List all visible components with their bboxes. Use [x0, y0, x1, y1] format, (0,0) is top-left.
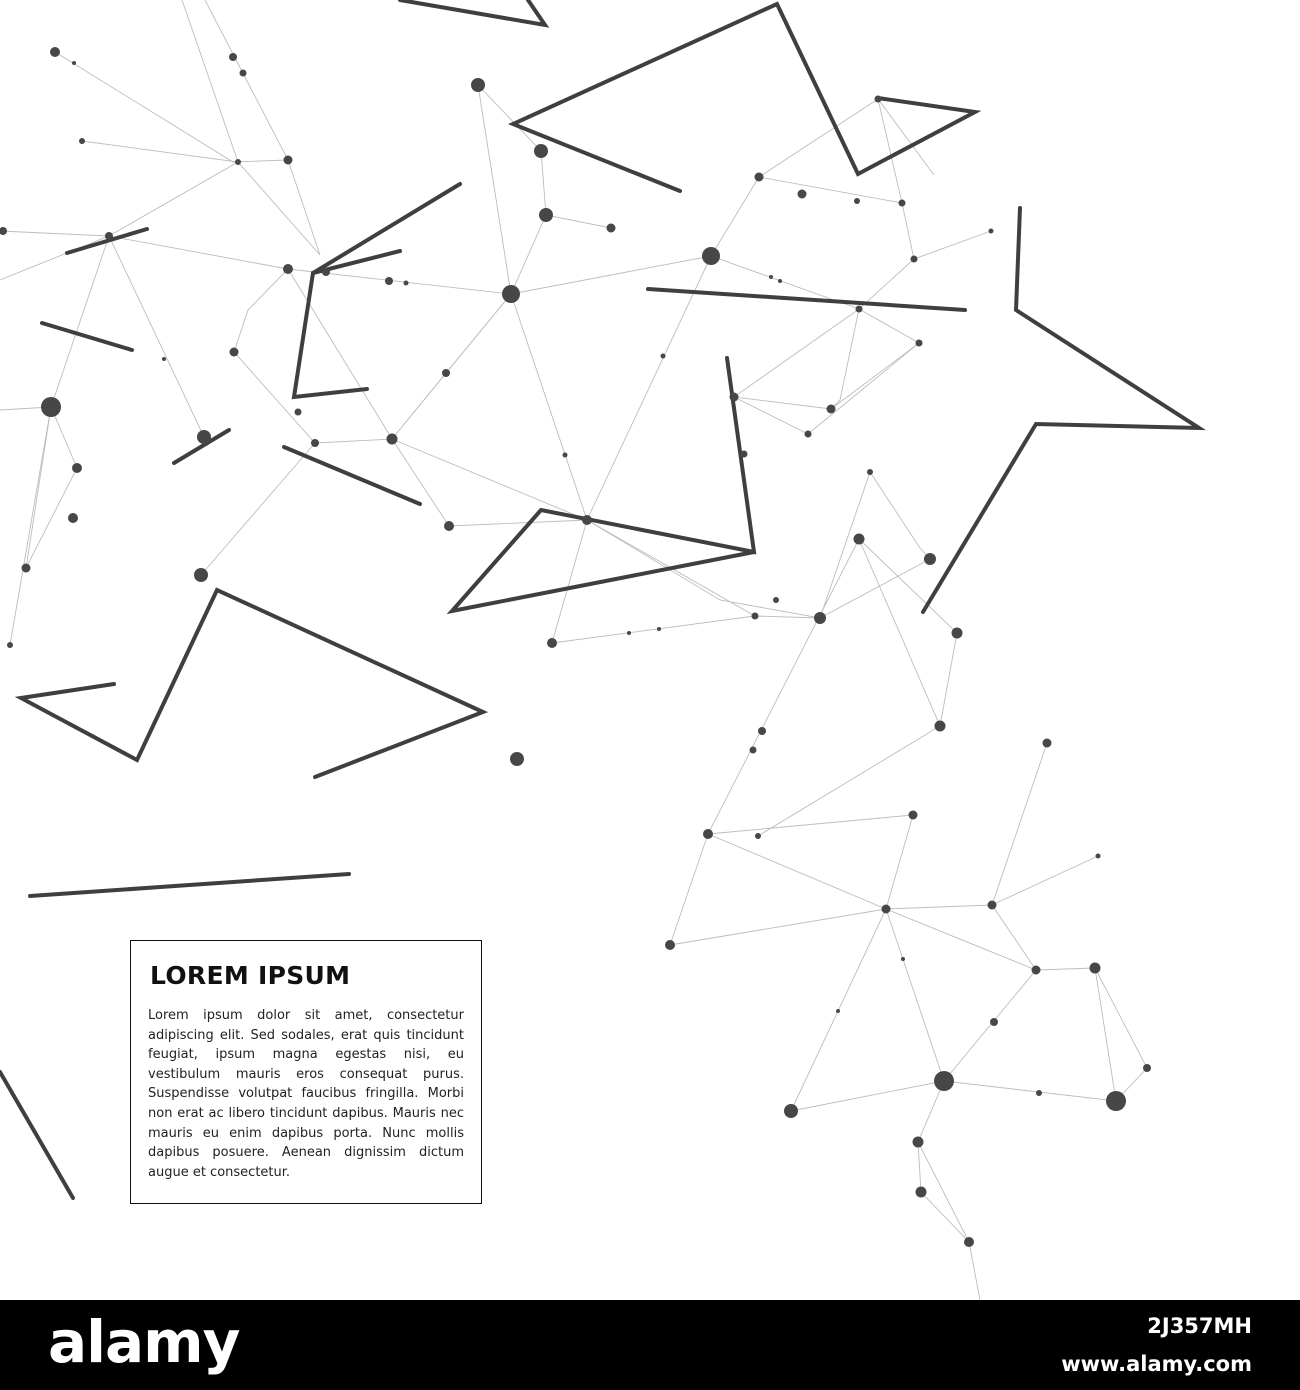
image-id: 2J357MH [1147, 1314, 1252, 1338]
site-url: www.alamy.com [1061, 1352, 1252, 1376]
text-box [130, 940, 482, 1204]
alamy-logo: alamy [48, 1308, 240, 1376]
watermark-footer [0, 1300, 1300, 1390]
text-box-body: Lorem ipsum dolor sit amet, consectetur adipiscing elit. Sed sodales, erat quis tincidunt feugiat, ipsum magna egestas nisi, eu vestibulum mauris eros consequat purus. Suspendisse volutpat faucibus fringilla. Morbi non erat ac libero tincidunt dapibus. Mauris nec mauris eu enim dapibus porta. Nunc mollis dapibus posuere. Aenean dignissim dictum augue et consectetur. [148, 1008, 464, 1180]
text-box-title: LOREM IPSUM [150, 961, 351, 990]
